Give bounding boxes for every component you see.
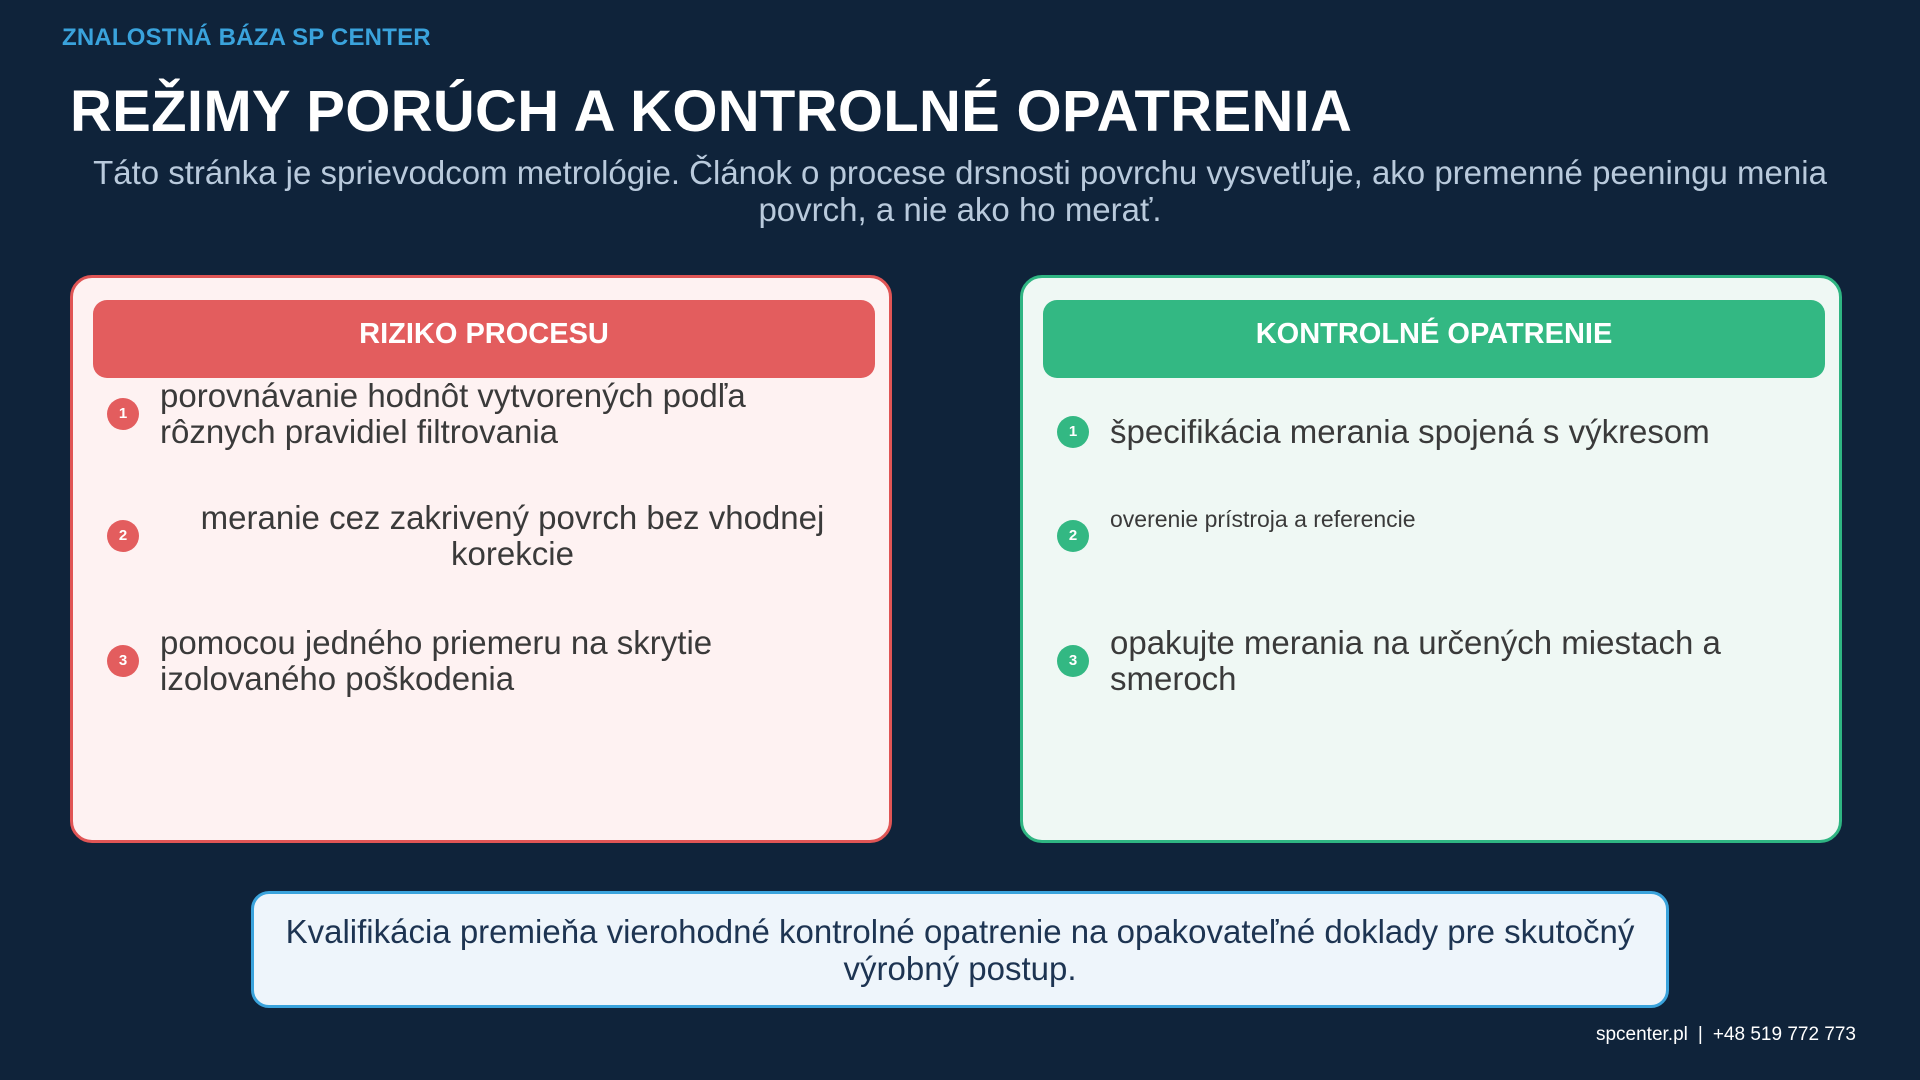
number-badge-icon: 2 (1057, 520, 1089, 552)
contact-separator: | (1697, 1024, 1703, 1045)
control-item-text: opakujte merania na určených miestach a smeroch (1110, 624, 1721, 697)
number-badge-icon: 1 (1057, 416, 1089, 448)
risk-item-text: pomocou jedného priemeru na skrytie izolovaného poškodenia (160, 624, 713, 697)
control-card (1020, 275, 1842, 843)
number-badge-icon: 3 (107, 645, 139, 677)
phone-number[interactable]: +48 519 772 773 (1712, 1024, 1856, 1045)
website-link[interactable]: spcenter.pl (1595, 1024, 1688, 1045)
control-item-text: špecifikácia merania spojená s výkresom (1110, 413, 1710, 450)
page-subtitle: Táto stránka je sprievodcom metrológie. Článok o procese drsnosti povrchu vysvetľuje, ako premenné peeningu menia povrch, a nie ako ho merať. (93, 154, 1827, 228)
number-badge-icon: 1 (107, 398, 139, 430)
number-badge-icon: 3 (1057, 645, 1089, 677)
summary-callout (251, 891, 1669, 1008)
risk-card (70, 275, 892, 843)
control-item-text: overenie prístroja a referencie (1110, 506, 1416, 532)
risk-item-text: meranie cez zakrivený povrch bez vhodnej korekcie (200, 499, 825, 572)
contact-info (1596, 1024, 1856, 1046)
risk-card-heading: RIZIKO PROCESU (93, 300, 875, 378)
kicker-label: ZNALOSTNÁ BÁZA SP CENTER (62, 24, 431, 51)
control-item-3 (1057, 625, 1817, 697)
summary-text: Kvalifikácia premieňa vierohodné kontrolné opatrenie na opakovateľné doklady pre skutočný výrobný postup. (285, 912, 1635, 987)
page-title: REŽIMY PORÚCH A KONTROLNÉ OPATRENIA (70, 79, 1353, 144)
risk-item-2 (107, 500, 867, 572)
control-item-2 (1057, 500, 1817, 572)
number-badge-icon: 2 (107, 520, 139, 552)
risk-item-text: porovnávanie hodnôt vytvorených podľa rôznych pravidiel filtrovania (160, 377, 746, 450)
control-card-heading: KONTROLNÉ OPATRENIE (1043, 300, 1825, 378)
control-item-1 (1057, 396, 1817, 468)
risk-item-1 (107, 378, 867, 450)
risk-item-3 (107, 625, 867, 697)
